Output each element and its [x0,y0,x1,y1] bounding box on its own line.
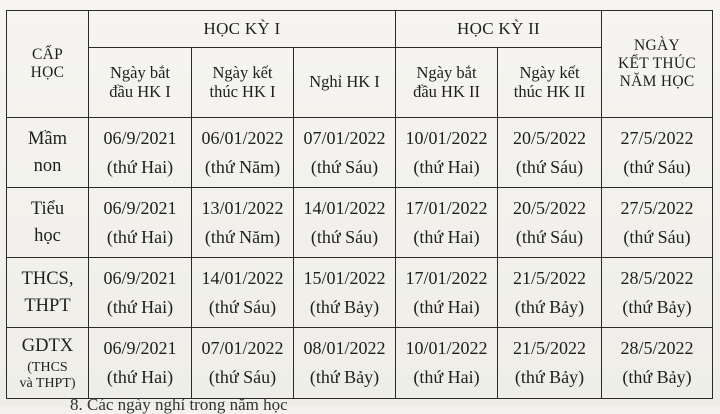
table-cell [89,118,192,188]
header-level-line: CẤP [31,46,64,64]
cell-date: 06/01/2022 [201,127,284,148]
row-level-line: học [34,225,61,246]
header-sub-line: đầu HK II [413,81,480,101]
table-cell [396,258,498,328]
cell-date: 06/9/2021 [103,267,177,288]
cell-weekday: (thứ Sáu) [623,156,691,177]
cell-weekday: (thứ Hai) [106,296,174,317]
table-cell [192,258,294,328]
header-end-line: NĂM HỌC [619,72,695,90]
cell-date: 21/5/2022 [513,267,587,288]
header-sub-line: đầu HK I [109,81,171,101]
header-semester-2: HỌC KỲ II [396,11,602,48]
row-level [7,258,89,328]
header-sub-line: thúc HK I [209,81,276,101]
cell-weekday: (thứ Hai) [413,367,480,387]
cell-date: 21/5/2022 [513,338,587,359]
header-sub-line: thúc HK II [513,81,586,101]
cell-date: 27/5/2022 [620,127,694,148]
cell-weekday: (thứ Hai) [106,156,174,177]
header-end-line: KẾT THÚC [618,55,697,73]
row-level [7,188,89,258]
cell-weekday: (thứ Sáu) [208,296,277,317]
table-row [7,118,713,188]
cell-date: 10/01/2022 [405,338,488,359]
table-cell [294,258,396,328]
table-cell [396,328,498,399]
header-end-hk1 [192,48,294,118]
cell-weekday: (thứ Sáu) [623,226,691,247]
cell-weekday: (thứ Hai) [413,296,480,317]
cell-weekday: (thứ Hai) [106,367,174,387]
table-cell [602,118,713,188]
header-start-hk1 [89,48,192,118]
table-row [7,188,713,258]
header-end-of-year [602,11,713,118]
table-cell [498,328,602,399]
header-sub-line: Ngày bắt [416,63,477,83]
cell-weekday: (thứ Sáu) [310,226,379,247]
header-sub-line: Ngày kết [519,63,580,83]
cell-date: 17/01/2022 [405,267,488,288]
table-cell [602,328,713,399]
row-level-line: (THCS [27,359,68,375]
cell-date: 06/9/2021 [103,127,177,148]
header-semester-1: HỌC KỲ I [89,11,396,48]
cell-weekday: (thứ Bảy) [622,296,692,317]
cell-weekday: (thứ Bảy) [514,296,585,317]
table-row [7,258,713,328]
row-level-line: GDTX [21,335,74,356]
table-cell [192,118,294,188]
table-cell [192,188,294,258]
row-level-line: THPT [24,295,71,316]
header-level-line: HỌC [30,64,65,81]
cell-weekday: (thứ Hai) [413,226,480,247]
header-sub-line: Nghỉ HK I [309,72,380,92]
table-cell [294,188,396,258]
cell-date: 07/01/2022 [303,127,386,148]
header-sub-line: Ngày bắt [109,63,171,83]
cell-weekday: (thứ Bảy) [622,367,692,387]
cell-date: 17/01/2022 [405,197,488,218]
cell-weekday: (thứ Bảy) [309,296,380,317]
table-cell [602,188,713,258]
row-level [7,118,89,188]
table-row [7,328,713,399]
table-cell [396,188,498,258]
cell-date: 15/01/2022 [303,267,386,288]
cell-date: 13/01/2022 [201,197,284,218]
cell-weekday: (thứ Bảy) [309,367,380,387]
cell-date: 14/01/2022 [201,267,284,288]
header-level [7,11,89,118]
school-year-schedule-table [6,10,713,399]
table-cell [89,258,192,328]
cell-date: 27/5/2022 [620,197,694,218]
header-break-hk1 [294,48,396,118]
cell-date: 20/5/2022 [513,127,587,148]
cell-weekday: (thứ Hai) [106,226,174,247]
table-cell [498,258,602,328]
cell-weekday: (thứ Sáu) [208,367,277,387]
table-cell [89,188,192,258]
header-sub-line: Ngày kết [212,63,273,83]
row-level-line: Mầm [27,128,68,149]
cell-date: 14/01/2022 [303,197,386,218]
row-level [7,328,89,399]
cell-weekday: (thứ Bảy) [514,367,585,387]
header-row-main [7,11,713,48]
cell-date: 07/01/2022 [201,338,284,359]
row-level-line: non [33,155,62,176]
cell-date: 28/5/2022 [620,267,694,288]
cell-weekday: (thứ Năm) [204,226,281,247]
row-level-line: Tiểu [30,198,65,219]
cell-date: 06/9/2021 [103,338,177,359]
cell-weekday: (thứ Hai) [413,156,480,177]
table-cell [396,118,498,188]
table-cell [192,328,294,399]
cell-date: 28/5/2022 [620,338,694,359]
cell-date: 10/01/2022 [405,127,488,148]
cell-weekday: (thứ Năm) [204,156,281,177]
table-cell [498,118,602,188]
table-cell [294,328,396,399]
row-level-line: THCS, [21,268,74,289]
cell-date: 06/9/2021 [103,197,177,218]
cell-weekday: (thứ Sáu) [515,226,584,247]
section-heading-cutoff: 8. Các ngày nghỉ trong năm học [70,395,288,414]
table-cell [294,118,396,188]
cell-weekday: (thứ Sáu) [515,156,584,177]
cell-date: 08/01/2022 [303,338,386,359]
header-start-hk2 [396,48,498,118]
header-end-line: NGÀY [634,37,681,55]
header-end-hk2 [498,48,602,118]
row-level-line: và THPT) [19,376,76,392]
cell-weekday: (thứ Sáu) [310,156,379,177]
cell-date: 20/5/2022 [513,197,587,218]
table-cell [89,328,192,399]
table-cell [602,258,713,328]
table-cell [498,188,602,258]
